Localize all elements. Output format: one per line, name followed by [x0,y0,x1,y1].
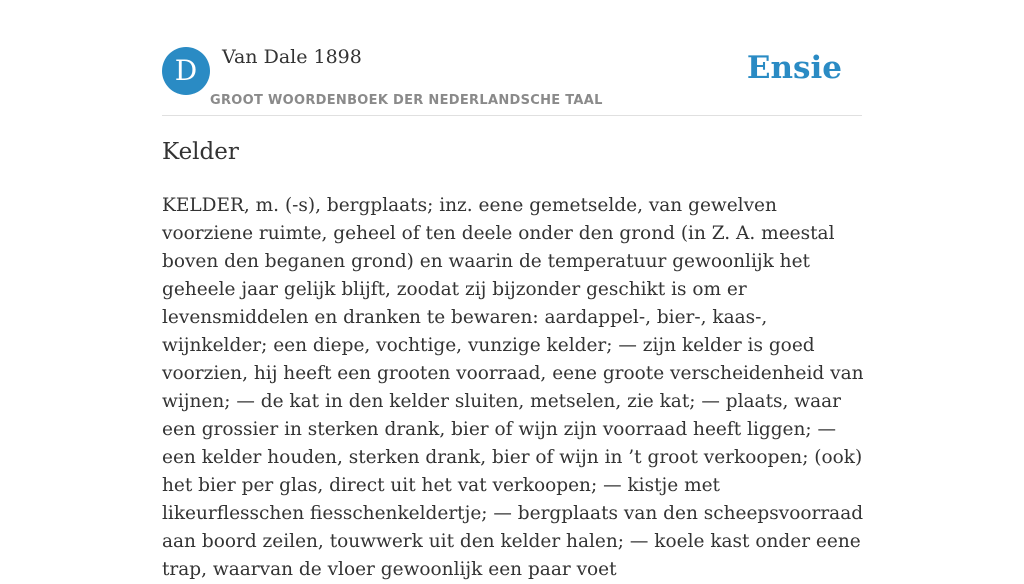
dictionary-subtitle: GROOT WOORDENBOEK DER NEDERLANDSCHE TAAL [210,93,603,108]
entry-title: Kelder [162,139,239,165]
dictionary-title[interactable]: Van Dale 1898 [222,46,362,68]
dictionary-logo[interactable]: D [162,47,210,95]
entry-definition: KELDER, m. (-s), bergplaats; inz. eene gemetselde, van gewelven voorziene ruimte, geheel of ten deele onder den grond (in Z. A. meestal boven den beganen grond) en waarin de temperatuur gewoonlijk het geheele jaar gelijk blijft, zoodat zij bijzonder geschikt is om er levensmiddelen en dranken te bewaren: aardappel-, bier-, kaas-, wijnkelder; een diepe, vochtige, vunzige kelder; — zijn kelder is goed voorzien, hij heeft een grooten voorraad, eene groote verscheidenheid van wijnen; — de kat in den kelder sluiten, metselen, zie kat; — plaats, waar een grossier in sterken drank, bier of wijn zijn voorraad heeft liggen; — een kelder houden, sterken drank, bier of wijn in ’t groot verkoopen; (ook) het bier per glas, direct uit het vat verkoopen; — kistje met likeurflesschen fiesschenkeldertje; — bergplaats van den scheepsvoorraad aan boord zeilen, touwwerk uit den kelder halen; — koele kast onder eene trap, waarvan de vloer gewoonlijk een paar voet [162,195,864,580]
ensie-logo-link[interactable]: Ensie [746,50,842,86]
site-header [162,46,862,116]
